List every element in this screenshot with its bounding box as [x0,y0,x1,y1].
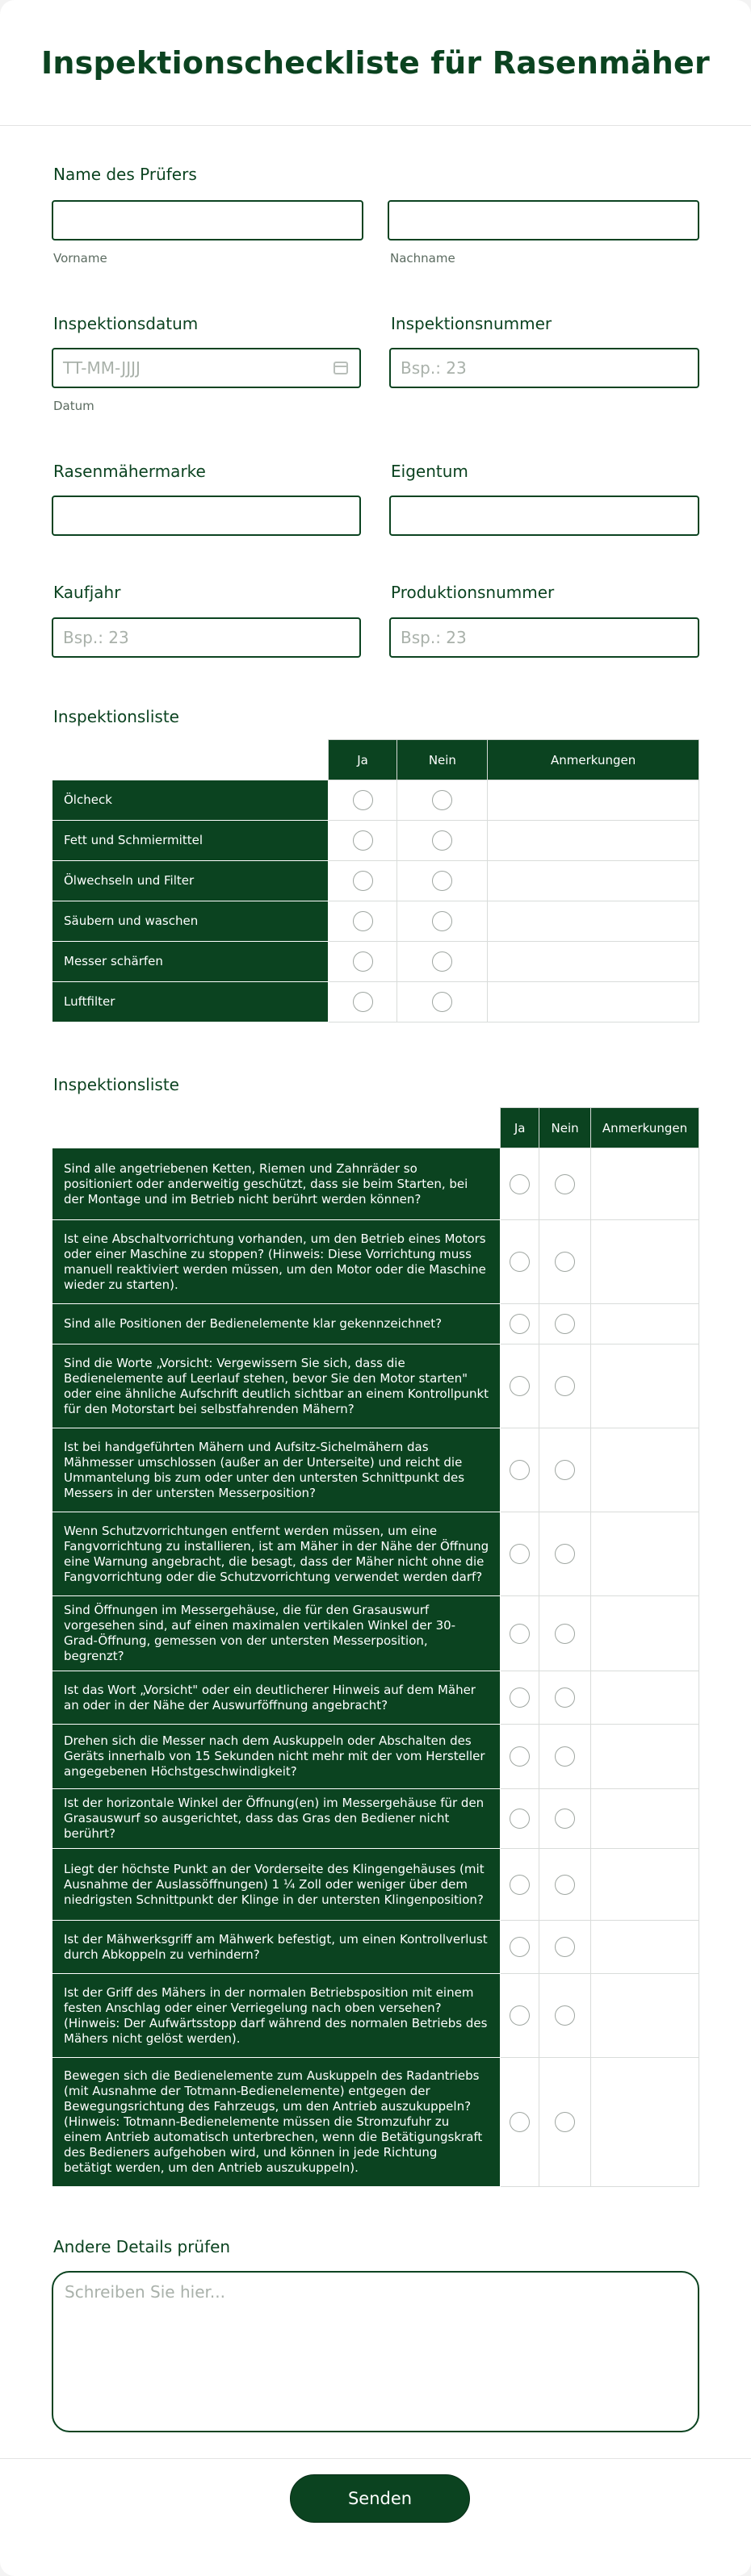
last-name-input[interactable] [388,200,699,240]
table-row [52,1304,699,1344]
row-question: Ölwechseln und Filter [52,861,329,901]
first-name-input[interactable] [52,200,363,240]
radio-ja[interactable] [510,1544,530,1564]
cell-ja [501,1671,539,1725]
cell-nein [539,1596,591,1671]
table-row [52,1789,699,1849]
date-input[interactable] [52,348,361,388]
cell-nein [539,1849,591,1921]
radio-nein[interactable] [555,1544,575,1564]
radio-ja[interactable] [510,1624,530,1644]
table-row [52,1849,699,1921]
remarks-cell[interactable] [488,901,699,942]
remarks-cell[interactable] [591,1974,699,2058]
cell-nein [539,1725,591,1789]
cell-nein [397,942,488,982]
table-row [52,1974,699,2058]
row-question: Ist der horizontale Winkel der Öffnung(en) im Messergehäuse für den Grasauswurf so ausgerichtet, dass das Gras den Bediener nicht berührt? [52,1789,501,1849]
row-question: Ist das Wort „Vorsicht" oder ein deutlicherer Hinweis auf dem Mäher an oder in der Nähe der Auswurföffnung angebracht? [52,1671,501,1725]
cell-ja [501,1789,539,1849]
cell-nein [539,1671,591,1725]
radio-ja[interactable] [510,2005,530,2026]
table-row [52,2058,699,2187]
row-question: Ölcheck [52,780,329,821]
remarks-cell[interactable] [591,1921,699,1974]
cell-ja [501,1220,539,1304]
row-question: Fett und Schmiermittel [52,821,329,861]
table-row [52,1344,699,1428]
table-row [52,1921,699,1974]
remarks-cell[interactable] [591,1596,699,1671]
cell-nein [397,901,488,942]
row-question: Säubern und waschen [52,901,329,942]
table-row [52,1596,699,1671]
table-row [52,1148,699,1220]
cell-ja [501,1921,539,1974]
cell-nein [539,1220,591,1304]
row-question: Ist bei handgeführten Mähern und Aufsitz-Sichelmähern das Mähmesser umschlossen (außer an der Unterseite) und reicht die Ummantelung bis zum oder unter den untersten Schnittpunkt des Messers in der untersten Messerposition? [52,1428,501,1512]
column-header-ja: Ja [328,740,397,780]
cell-nein [539,1428,591,1512]
cell-ja [501,1974,539,2058]
inspection-number-placeholder: Bsp.: 23 [401,358,467,378]
row-question: Luftfilter [52,982,329,1022]
cell-ja [501,1148,539,1220]
checklist1-label: Inspektionsliste [53,707,179,726]
date-label: Inspektionsdatum [53,314,199,333]
details-textarea[interactable] [52,2271,699,2432]
radio-nein[interactable] [432,911,452,931]
remarks-cell[interactable] [591,1220,699,1304]
remarks-cell[interactable] [591,1148,699,1220]
cell-ja [501,1512,539,1596]
cell-nein [397,861,488,901]
row-question: Ist der Mähwerksgriff am Mähwerk befestigt, um einen Kontrollverlust durch Abkoppeln zu verhindern? [52,1921,501,1974]
form-header [0,0,751,126]
radio-nein[interactable] [555,1624,575,1644]
radio-nein[interactable] [555,1809,575,1829]
details-label: Andere Details prüfen [53,2237,231,2256]
radio-ja[interactable] [510,1460,530,1480]
table-row [52,780,699,821]
details-placeholder: Schreiben Sie hier... [65,2282,225,2302]
column-header-ja: Ja [501,1108,539,1148]
property-input[interactable] [389,496,699,536]
cell-ja [328,982,397,1022]
remarks-cell[interactable] [591,1789,699,1849]
remarks-cell[interactable] [488,942,699,982]
inspection-number-label: Inspektionsnummer [391,314,552,333]
radio-ja[interactable] [353,790,373,810]
submit-button[interactable]: Senden [290,2474,470,2523]
table-row [52,942,699,982]
row-question: Drehen sich die Messer nach dem Auskuppeln oder Abschalten des Geräts innerhalb von 15 Sekunden nicht mehr mit der vom Hersteller angegebenen Höchstgeschwindigkeit? [52,1725,501,1789]
brand-input[interactable] [52,496,361,536]
cell-nein [539,1304,591,1344]
radio-nein[interactable] [555,1875,575,1895]
radio-ja[interactable] [353,871,373,891]
radio-nein[interactable] [432,992,452,1012]
radio-nein[interactable] [432,790,452,810]
radio-ja[interactable] [353,830,373,851]
production-number-label: Produktionsnummer [391,583,555,602]
radio-nein[interactable] [555,1746,575,1767]
year-input[interactable] [52,617,361,658]
remarks-cell[interactable] [488,821,699,861]
production-number-placeholder: Bsp.: 23 [401,628,467,647]
radio-nein[interactable] [555,2112,575,2132]
column-header-nein: Nein [539,1108,591,1148]
radio-nein[interactable] [555,1174,575,1194]
remarks-cell[interactable] [591,1725,699,1789]
year-label: Kaufjahr [53,583,121,602]
radio-ja[interactable] [510,1875,530,1895]
row-question: Wenn Schutzvorrichtungen entfernt werden müssen, um eine Fangvorrichtung zu installieren, ist am Mäher in der Nähe der Öffnung eine Warnung angebracht, die besagt, dass der Mäher nicht ohne die Fangvorrichtung oder die Schutzvorrichtung verwendet werden darf? [52,1512,501,1596]
calendar-icon[interactable] [334,362,348,374]
radio-ja[interactable] [510,1809,530,1829]
cell-nein [539,2058,591,2187]
checklist2-label: Inspektionsliste [53,1075,179,1094]
checklist2-table [52,1107,699,2187]
inspection-number-input[interactable] [389,348,699,388]
remarks-cell[interactable] [591,1344,699,1428]
table-row [52,1671,699,1725]
remarks-cell[interactable] [488,861,699,901]
radio-ja[interactable] [510,2112,530,2132]
cell-nein [539,1344,591,1428]
table-row [52,1220,699,1304]
remarks-cell[interactable] [488,982,699,1022]
row-question: Sind alle Positionen der Bedienelemente klar gekennzeichnet? [52,1304,501,1344]
cell-nein [539,1921,591,1974]
radio-nein[interactable] [555,1252,575,1272]
remarks-cell[interactable] [591,1304,699,1344]
row-question: Sind Öffnungen im Messergehäuse, die für den Grasauswurf vorgesehen sind, auf einen maximalen vertikalen Winkel der 30-Grad-Öffnung, gemessen von der untersten Messerposition, begrenzt? [52,1596,501,1671]
cell-ja [328,821,397,861]
radio-nein[interactable] [432,871,452,891]
radio-ja[interactable] [510,1252,530,1272]
radio-nein[interactable] [555,2005,575,2026]
radio-nein[interactable] [555,1937,575,1957]
table-row [52,901,699,942]
cell-ja [501,1428,539,1512]
cell-ja [501,1596,539,1671]
remarks-cell[interactable] [591,1512,699,1596]
radio-ja[interactable] [510,1687,530,1708]
row-question: Sind die Worte „Vorsicht: Vergewissern Sie sich, dass die Bedienelemente auf Leerlauf stehen, bevor Sie den Motor starten" oder eine ähnliche Aufschrift deutlich sichtbar an einem Kontrollpunkt für den Motorstart bei selbstfahrenden Mähern? [52,1344,501,1428]
cell-nein [397,821,488,861]
cell-nein [539,1789,591,1849]
radio-nein[interactable] [555,1460,575,1480]
last-name-sublabel: Nachname [390,251,455,266]
page-title: Inspektionscheckliste für Rasenmäher [41,44,710,81]
cell-nein [539,1512,591,1596]
radio-ja[interactable] [510,1174,530,1194]
cell-nein [397,780,488,821]
row-question: Ist eine Abschaltvorrichtung vorhanden, um den Betrieb eines Motors oder einer Maschine zu stoppen? (Hinweis: Diese Vorrichtung muss manuell reaktiviert werden müssen, um den Motor oder die Maschine wieder zu starten). [52,1220,501,1304]
radio-ja[interactable] [510,1937,530,1957]
row-question: Bewegen sich die Bedienelemente zum Auskuppeln des Radantriebs (mit Ausnahme der Totmann-Bedienelemente) entgegen der Bewegungsrichtung des Fahrzeugs, um den Antrieb auszukuppeln? (Hinweis: Totmann-Bedienelemente müssen die Stromzufuhr zu einem Antrieb automatisch unterbrechen, wenn die Betätigungskraft des Bedieners aufgehoben wird, und können in jede Richtung betätigt werden, um den Antrieb auszukuppeln). [52,2058,501,2187]
cell-nein [539,1148,591,1220]
date-sublabel: Datum [53,399,94,413]
radio-nein[interactable] [432,951,452,972]
cell-ja [501,1849,539,1921]
remarks-cell[interactable] [488,780,699,821]
radio-ja[interactable] [353,992,373,1012]
row-question: Messer schärfen [52,942,329,982]
brand-label: Rasenmähermarke [53,462,206,481]
column-header-anmerkungen: Anmerkungen [591,1108,699,1148]
radio-nein[interactable] [555,1687,575,1708]
remarks-cell[interactable] [591,1428,699,1512]
date-placeholder: TT-MM-JJJJ [63,358,141,378]
cell-ja [501,2058,539,2187]
table-row [52,821,699,861]
row-question: Liegt der höchste Punkt an der Vorderseite des Klingengehäuses (mit Ausnahme der Auslassöffnungen) 1 ¼ Zoll oder weniger über dem niedrigsten Schnittpunkt der Klinge in der untersten Klingenposition? [52,1849,501,1921]
radio-ja[interactable] [353,911,373,931]
cell-ja [328,901,397,942]
cell-ja [328,780,397,821]
table-row [52,1512,699,1596]
cell-ja [501,1304,539,1344]
cell-nein [397,982,488,1022]
table-row [52,861,699,901]
column-header-anmerkungen: Anmerkungen [488,740,699,780]
radio-ja[interactable] [353,951,373,972]
table-row [52,1725,699,1789]
remarks-cell[interactable] [591,1671,699,1725]
cell-nein [539,1974,591,2058]
table-row [52,982,699,1022]
production-number-input[interactable] [389,617,699,658]
cell-ja [501,1344,539,1428]
table-corner [52,740,329,780]
radio-ja[interactable] [510,1376,530,1396]
cell-ja [328,942,397,982]
row-question: Ist der Griff des Mähers in der normalen Betriebsposition mit einem festen Anschlag oder einer Verriegelung nach oben versehen? (Hinweis: Der Aufwärtsstopp darf während des normalen Betriebs des Mähers nicht gelöst werden). [52,1974,501,2058]
row-question: Sind alle angetriebenen Ketten, Riemen und Zahnräder so positioniert oder anderweitig geschützt, dass sie beim Starten, bei der Montage und im Betrieb nicht berührt werden können? [52,1148,501,1220]
cell-ja [501,1725,539,1789]
first-name-sublabel: Vorname [53,251,107,266]
remarks-cell[interactable] [591,2058,699,2187]
table-row [52,1428,699,1512]
column-header-nein: Nein [397,740,488,780]
checklist1-table [52,739,699,1022]
radio-nein[interactable] [555,1314,575,1334]
radio-nein[interactable] [555,1376,575,1396]
cell-ja [328,861,397,901]
radio-nein[interactable] [432,830,452,851]
table-corner [52,1108,501,1148]
inspector-label: Name des Prüfers [53,165,197,184]
year-placeholder: Bsp.: 23 [63,628,129,647]
property-label: Eigentum [391,462,468,481]
radio-ja[interactable] [510,1314,530,1334]
radio-ja[interactable] [510,1746,530,1767]
remarks-cell[interactable] [591,1849,699,1921]
